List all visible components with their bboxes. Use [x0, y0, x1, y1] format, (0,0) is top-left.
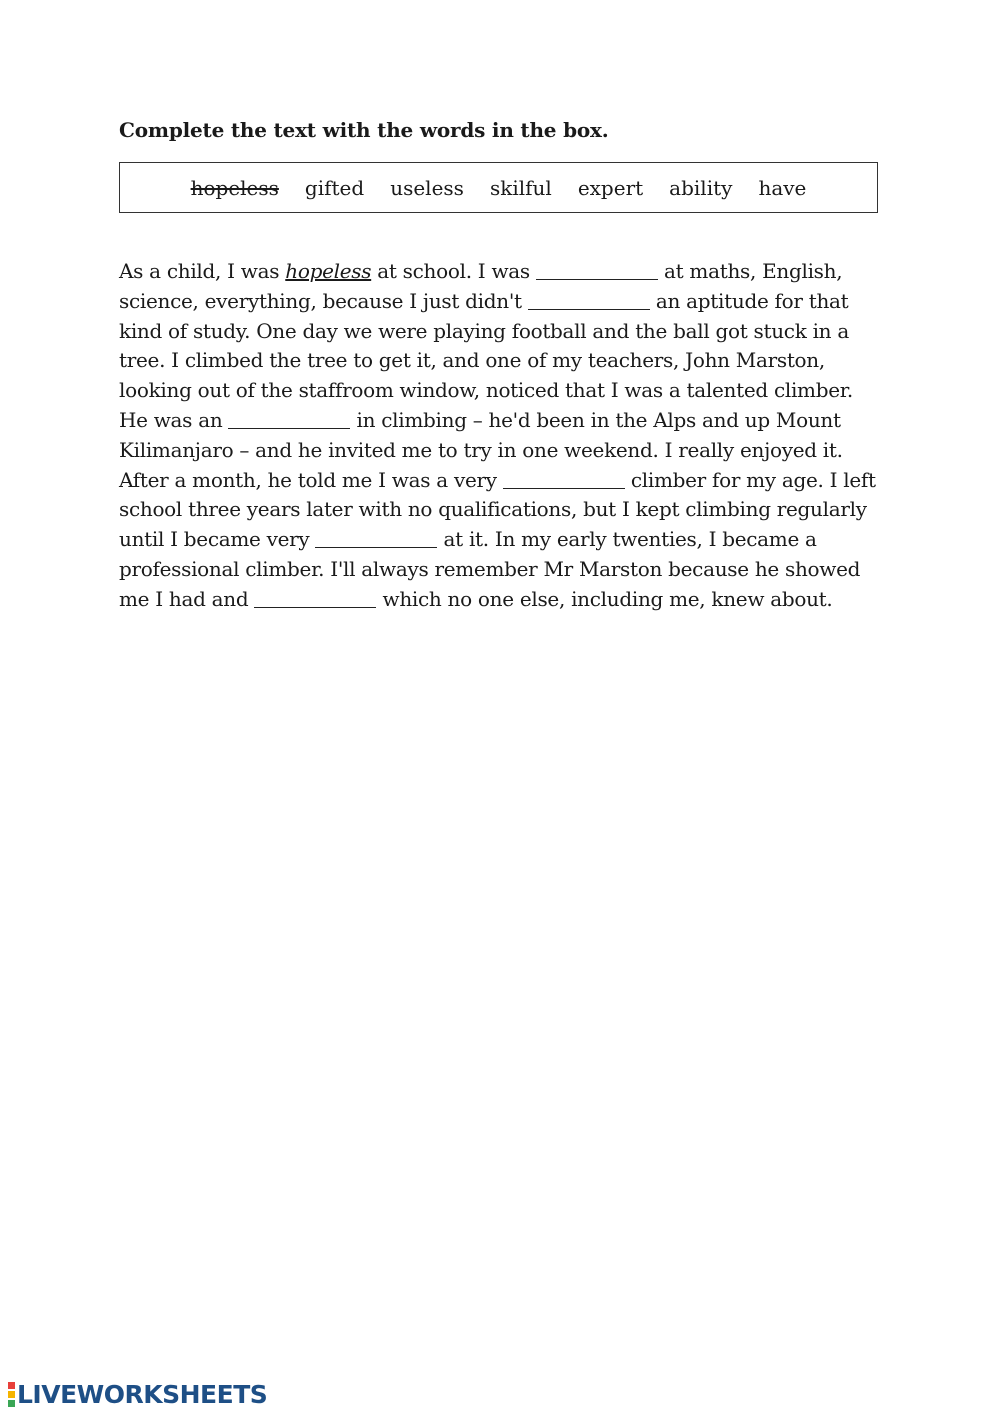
passage-text-segment: an aptitude for that — [649, 288, 849, 313]
passage-line — [119, 317, 889, 347]
answer-blank-2[interactable] — [528, 289, 650, 310]
word-box-item-have: have — [758, 175, 807, 200]
passage-text-segment: science, everything, because I just didn't — [119, 288, 528, 313]
passage-text-segment: After a month, he told me I was a very — [119, 467, 503, 492]
passage-text-segment: As a child, I was — [119, 259, 286, 283]
answer-blank-5[interactable] — [315, 527, 437, 548]
passage-line — [119, 525, 889, 555]
answer-blank-1[interactable] — [536, 259, 658, 280]
answer-blank-3[interactable] — [228, 408, 350, 429]
passage-text-segment: which no one else, including me, knew about. — [376, 586, 833, 611]
passage-text-segment: climber for my age. I left — [624, 467, 876, 492]
passage-line — [119, 287, 889, 317]
answer-blank-4[interactable] — [503, 468, 625, 489]
passage-text-segment: at school. I was — [371, 259, 536, 283]
passage-text-segment: until I became very — [119, 527, 316, 552]
logo-square — [8, 1400, 15, 1407]
word-box-item-gifted: gifted — [304, 175, 365, 200]
passage-text-segment: in climbing – he'd been in the Alps and up Mount — [350, 407, 841, 432]
passage-text-segment: He was an — [119, 407, 229, 432]
passage-text-segment: at it. In my early twenties, I became a — [437, 527, 817, 552]
passage-text-segment: me I had and — [119, 586, 255, 611]
word-box-item-ability: ability — [669, 175, 733, 200]
passage-line — [119, 346, 889, 376]
passage-line — [119, 585, 889, 615]
example-answer: hopeless — [285, 259, 372, 283]
passage-line — [119, 555, 889, 585]
passage-line — [119, 406, 889, 436]
word-box-item-expert: expert — [577, 175, 644, 200]
instruction-heading: Complete the text with the words in the box. — [119, 118, 609, 142]
passage-text — [119, 257, 889, 615]
passage-text-segment: school three years later with no qualifications, but I kept climbing regularly — [119, 497, 867, 522]
passage-line — [119, 466, 889, 496]
word-box — [119, 162, 878, 213]
answer-blank-6[interactable] — [254, 587, 376, 608]
passage-text-segment: at maths, English, — [657, 259, 843, 283]
logo-square — [8, 1382, 15, 1389]
passage-text-segment: professional climber. I'll always remember Mr Marston because he showed — [119, 556, 861, 581]
word-box-item-hopeless: hopeless — [190, 175, 279, 200]
logo-text: LIVEWORKSHEETS — [17, 1379, 268, 1409]
passage-line — [119, 257, 889, 287]
passage-line — [119, 376, 889, 406]
logo-square — [8, 1391, 15, 1398]
word-box-item-useless: useless — [390, 175, 464, 200]
passage-text-segment: tree. I climbed the tree to get it, and one of my teachers, John Marston, — [119, 348, 825, 373]
passage-text-segment: kind of study. One day we were playing football and the ball got stuck in a — [119, 318, 849, 343]
passage-text-segment: looking out of the staffroom window, noticed that I was a talented climber. — [119, 378, 853, 403]
passage-text-segment: Kilimanjaro – and he invited me to try in one weekend. I really enjoyed it. — [119, 437, 843, 462]
passage-line — [119, 436, 889, 466]
liveworksheets-logo — [8, 1380, 267, 1408]
passage-line — [119, 495, 889, 525]
logo-icon — [8, 1382, 15, 1407]
word-box-item-skilful: skilful — [489, 175, 552, 200]
